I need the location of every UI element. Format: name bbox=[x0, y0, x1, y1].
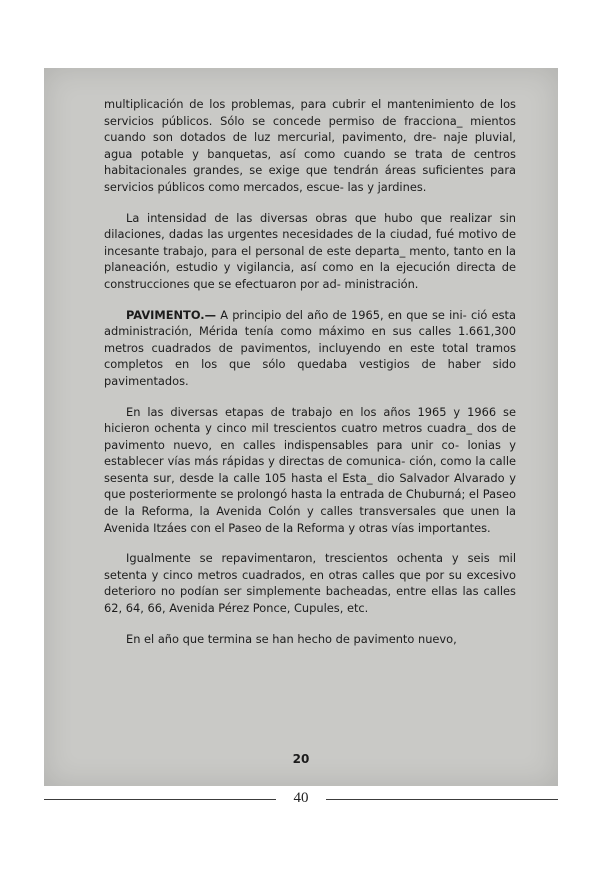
paragraph-2: La intensidad de las diversas obras que hubo que realizar sin dilaciones, dadas las urgentes necesidades de la ciudad, fué motivo de incesante trabajo, para el personal de este departa_ mento, tanto en la planeación, estudio y vigilancia, así como en la ejecución directa de construcciones que se efectuaron por ad- ministración. bbox=[104, 210, 516, 291]
paragraph-1: multiplicación de los problemas, para cubrir el mantenimiento de los servicios públicos. Sólo se concede permiso de fracciona_ mientos cuando son dotados de luz mercurial, pavimento, dre- naje pluvial, agua potable y banquetas, así como cuando se trata de centros habitacionales grandes, se exige que tendrán áreas suficientes para servicios públicos como mercados, escue- las y jardines. bbox=[104, 97, 516, 194]
footer-rule-right bbox=[326, 799, 558, 800]
paragraph-6: En el año que termina se han hecho de pavimento nuevo, bbox=[126, 631, 457, 646]
page-number: 40 bbox=[293, 790, 309, 806]
paragraph-5: Igualmente se repavimentaron, trescientos ochenta y seis mil setenta y cinco metros cuadrados, en otras calles que por su excesivo deterioro no podían ser simplemente bacheadas, entre ellas las calles 62, 64, 66, Avenida Pérez Ponce, Cupules, etc. bbox=[104, 551, 516, 616]
body-text bbox=[104, 96, 516, 661]
paragraph-pavimento: PAVIMENTO.— A principio del año de 1965, en que se ini- ció esta administración, Mérida tenía como máximo en sus calles 1.661,300 metros cuadrados de pavimentos, incluyendo en este total tramos completos en los que sólo quedaba vestigios de haber sido pavimentados. bbox=[104, 307, 516, 388]
page-footer bbox=[44, 790, 558, 810]
scan-page-number: 20 bbox=[292, 752, 310, 766]
scanned-page bbox=[44, 68, 558, 786]
footer-rule-left bbox=[44, 799, 276, 800]
section-heading: PAVIMENTO.— bbox=[126, 307, 216, 322]
paragraph-4: En las diversas etapas de trabajo en los años 1965 y 1966 se hicieron ochenta y cinco mil trescientos cuatro metros cuadra_ dos de pavimento nuevo, en calles indispensables para unir co- lonias y establecer vías más rápidas y directas de comunica- ción, como la calle sesenta sur, desde la calle 105 hasta el Esta_ dio Salvador Alvarado y que posteriormente se prolongó hasta la entrada de Chuburná; el Paseo de la Reforma, la Avenida Colón y calles transversales que unen la Avenida Itzáes con el Paseo de la Reforma y otras vías importantes. bbox=[104, 404, 516, 535]
